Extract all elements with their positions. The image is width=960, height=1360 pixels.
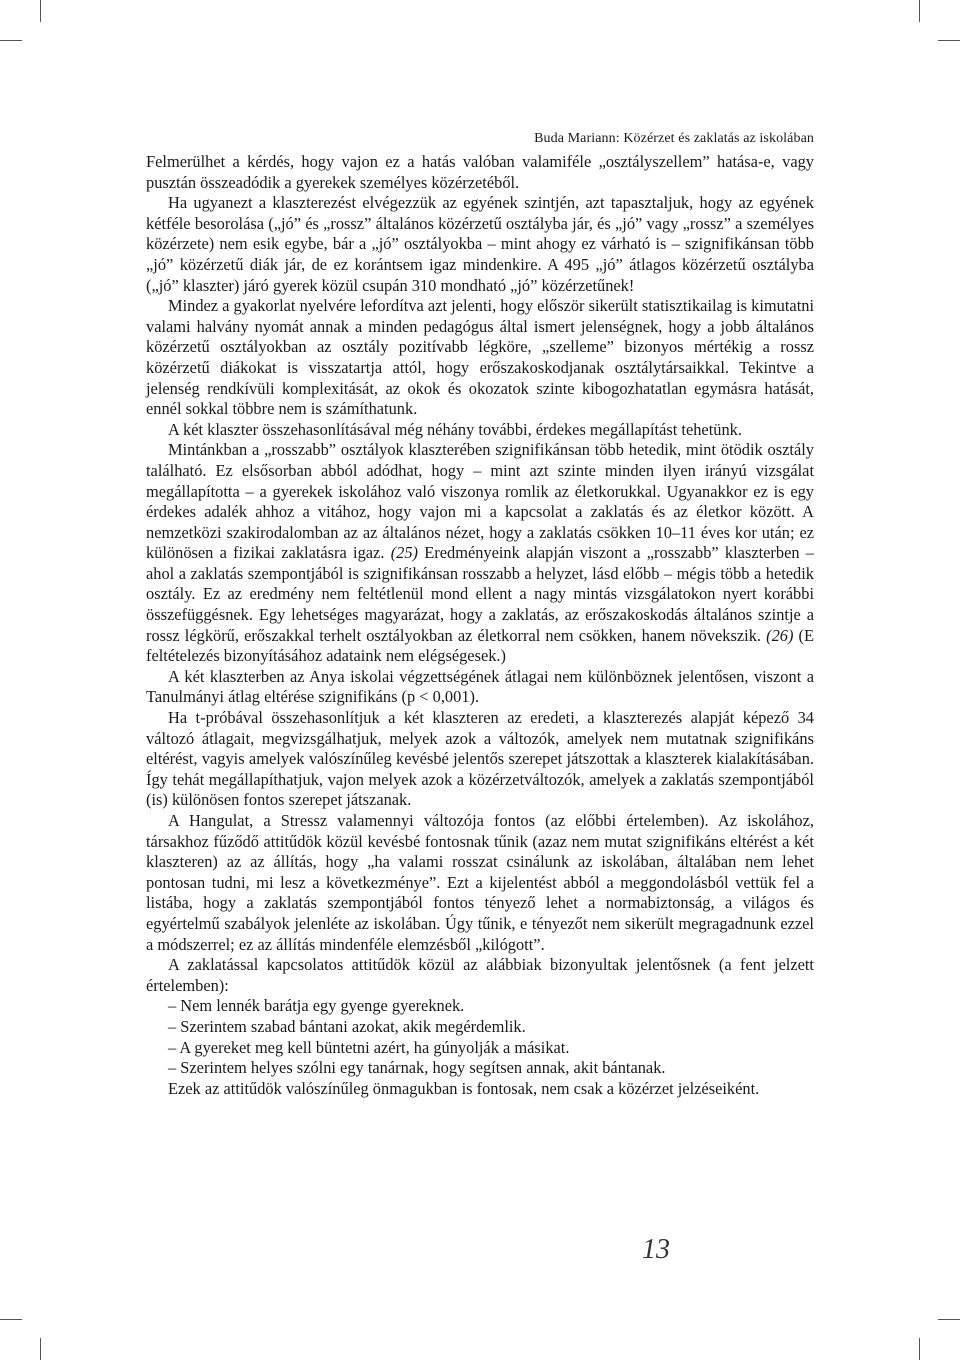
paragraph-4: A két klaszter összehasonlításával még néhány további, érdekes megállapítást tehetünk. — [168, 419, 742, 439]
paragraph-5 — [146, 440, 814, 667]
article-body — [146, 152, 814, 1099]
crop-mark-top-right-horizontal — [938, 40, 960, 41]
paragraph-5-part-3: (E feltételezés bizonyításához adataink nem elégségesek.) — [146, 625, 815, 666]
paragraph-7: Ha t-próbával összehasonlítjuk a két klaszteren az eredeti, a klaszterezés alapját képező 34 változó átlagait, megvizsgálhatjuk, melyek azok a változók, amelyek nem mutatnak szignifikáns eltérést, vagyis amelyek valószínűleg kevésbé jelentős szerepet játszottak a klaszterek kialakításában. Így tehát megállapíthatjuk, vajon melyek azok a közérzetváltozók, amelyek a zaklatás szempontjából (is) különösen fontos szerepet játszanak. — [146, 708, 814, 810]
crop-mark-bottom-left-horizontal — [0, 1319, 22, 1320]
crop-mark-bottom-left — [40, 1338, 41, 1360]
closing-paragraph: Ezek az attitűdök valószínűleg önmagukban is fontosak, nem csak a közérzet jelzéseiként. — [168, 1078, 760, 1098]
attitude-list — [146, 996, 814, 1078]
paragraph-5-part-1: Mintánkban a „rosszabb” osztályok klaszterében szignifikánsan több hetedik, mint ötödik osztály található. Ez elsősorban abból adódhat, hogy – mint azt szinte minden ilyen irányú vizsgálat megállapította – a gyerekek iskolához való viszonya romlik az életkorukkal. Ugyanakkor ez is egy érdekes adalék ahhoz a vitához, hogy vajon mi a kapcsolat a zaklatás és az életkor között. A nemzetközi szakirodalomban az az általános nézet, hogy a zaklatás csökken 10–11 éves kor után; ez különösen a fizikai zaklatásra igaz. — [146, 440, 814, 563]
list-item: – Szerintem szabad bántani azokat, akik megérdemlik. — [168, 1016, 526, 1036]
paragraph-3: Mindez a gyakorlat nyelvére lefordítva azt jelenti, hogy először sikerült statisztikailag is kimutatni valami halvány nyomát annak a minden pedagógus által ismert jelenségnek, hogy a jobb általános közérzetű osztályokban az osztály pozitívabb légköre, „szelleme” bizonyos mértékig a rossz közérzetű diákokat is visszatartja attól, hogy erőszakoskodjanak osztálytársaikkal. Tekintve a jelenség rendkívüli komplexitását, az okok és okozatok szinte kibogozhatatlan egymásra hatását, ennél sokkal többre nem is számíthatunk. — [146, 296, 814, 419]
paragraph-6: A két klaszterben az Anya iskolai végzettségének átlagai nem különböznek jelentősen, viszont a Tanulmányi átlag eltérése szignifikáns (p < 0,001). — [146, 666, 814, 707]
crop-mark-top-left-horizontal — [0, 40, 22, 41]
list-item: – Nem lennék barátja egy gyenge gyereknek. — [168, 996, 465, 1016]
paragraph-9: A zaklatással kapcsolatos attitűdök közül az alábbiak bizonyultak jelentősnek (a fent jelzett értelemben): — [146, 955, 814, 995]
paragraph-2: Ha ugyanezt a klaszterezést elvégezzük az egyének szintjén, azt tapasztaljuk, hogy az egyének kétféle besorolása („jó” és „rossz” általános közérzetű osztályba jár, és „jó” vagy „rossz” a személyes közérzete) nem esik egybe, bár a „jó” osztályokba – mint ahogy ez várható is – szignifikánsan több „jó” közérzetű diák jár, de ez korántsem igaz mindenkire. A 495 „jó” átlagos közérzetű osztályba („jó” klaszter) járó gyerek közül csupán 310 mondható „jó” közérzetűnek! — [146, 193, 814, 295]
paragraph-1: Felmerülhet a kérdés, hogy vajon ez a hatás valóban valamiféle „osztályszellem” hatása-e, vagy pusztán összeadódik a gyerekek személyes közérzetéből. — [146, 152, 814, 192]
crop-mark-top-right — [919, 0, 920, 22]
citation-25: (25) — [390, 543, 418, 563]
page-number: 13 — [642, 1234, 670, 1265]
list-item: – Szerintem helyes szólni egy tanárnak, hogy segítsen annak, akit bántanak. — [168, 1058, 666, 1078]
citation-26: (26) — [766, 625, 794, 645]
paragraph-8: A Hangulat, a Stressz valamennyi változója fontos (az előbbi értelemben). Az iskolához, társakhoz fűződő attitűdök közül kevésbé fontosnak tűnik (azaz nem mutat szignifikáns eltérést a két klaszteren) az az állítás, hogy „ha valami rosszat csinálunk az iskolában, általában nem lehet pontosan tudni, mi lesz a következménye”. Ezt a kijelentést abból a meggondolásból vettük fel a listába, hogy a zaklatás szempontjából fontos tényező lehet a normabiztonság, a világos és egyértelmű szabályok jelenléte az iskolában. Úgy tűnik, e tényezőt nem sikerült megragadnunk ezzel a módszerrel; ez az állítás mindenféle elemzésből „kilógott”. — [146, 811, 814, 954]
list-item: – A gyereket meg kell büntetni azért, ha gúnyolják a másikat. — [168, 1037, 570, 1057]
crop-mark-bottom-right-horizontal — [938, 1319, 960, 1320]
crop-mark-bottom-right — [919, 1338, 920, 1360]
paragraph-5-part-2: Eredményeink alapján viszont a „rosszabb” klaszterben – ahol a zaklatás szempontjából is szignifikánsan rosszabb a helyzet, lásd előbb – mégis több a hetedik osztály. Ez az eredmény nem feltétlenül mond ellent a nagy mintás vizsgálatokon nyert korábbi összefüggésnek. Egy lehetséges magyarázat, hogy a zaklatás, az erőszakoskodás általános szintje a rossz légkörű, erőszakkal terhelt osztályokban az életkorral nem csökken, hanem növekszik. — [146, 543, 814, 645]
crop-mark-top-left — [40, 0, 41, 22]
running-header: Buda Mariann: Közérzet és zaklatás az iskolában — [534, 131, 814, 146]
